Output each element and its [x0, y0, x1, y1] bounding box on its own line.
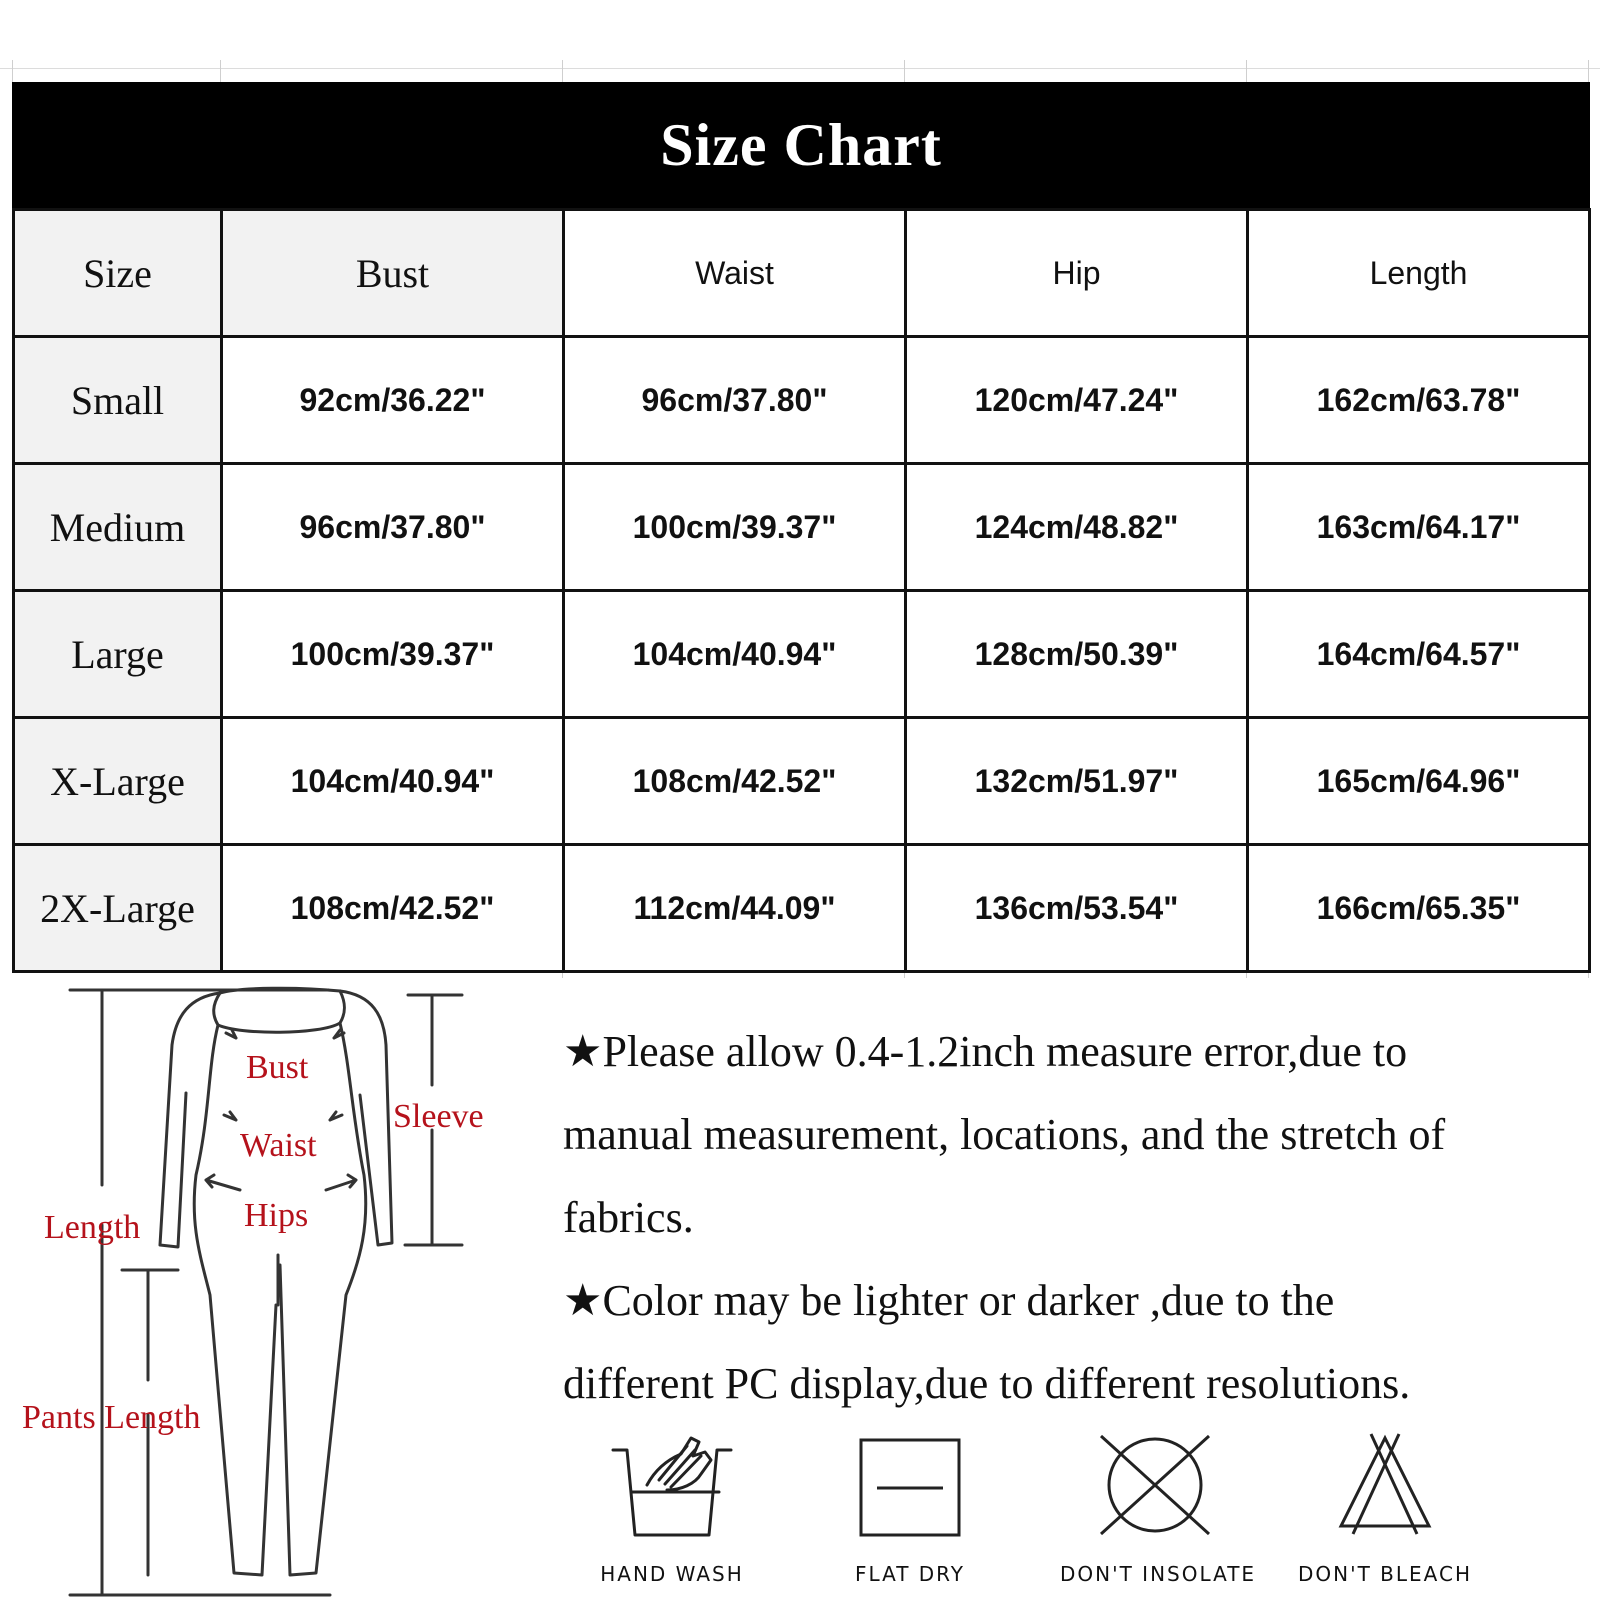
care-item-dont-bleach — [1295, 1430, 1475, 1586]
bust-cell: 108cm/42.52" — [222, 845, 564, 972]
grid-line — [1588, 60, 1589, 82]
note-line: ★Color may be lighter or darker ,due to the — [563, 1276, 1335, 1325]
length-cell: 164cm/64.57" — [1248, 591, 1590, 718]
measurement-notes — [563, 1010, 1573, 1425]
grid-line — [1246, 60, 1247, 82]
hips-label: Hips — [244, 1197, 309, 1234]
hip-cell: 124cm/48.82" — [906, 464, 1248, 591]
length-cell: 166cm/65.35" — [1248, 845, 1590, 972]
bust-label: Bust — [246, 1049, 309, 1086]
header-size: Size — [14, 210, 222, 337]
care-item-hand-wash — [592, 1430, 752, 1586]
size-cell: 2X-Large — [14, 845, 222, 972]
bust-cell: 92cm/36.22" — [222, 337, 564, 464]
waist-label: Waist — [240, 1127, 317, 1164]
pants-length-label: Pants Length — [22, 1399, 201, 1436]
grid-line — [562, 60, 563, 82]
sleeve-label: Sleeve — [393, 1098, 484, 1135]
note-line: fabrics. — [563, 1193, 694, 1242]
title-bar — [12, 82, 1590, 208]
bust-cell: 96cm/37.80" — [222, 464, 564, 591]
size-chart-table — [12, 208, 1591, 973]
header-waist: Waist — [564, 210, 906, 337]
length-label: Length — [44, 1209, 141, 1246]
waist-cell: 112cm/44.09" — [564, 845, 906, 972]
bust-cell: 100cm/39.37" — [222, 591, 564, 718]
waist-cell: 108cm/42.52" — [564, 718, 906, 845]
hip-cell: 136cm/53.54" — [906, 845, 1248, 972]
page-title: Size Chart — [660, 111, 942, 178]
table-row — [14, 337, 1590, 464]
size-cell: Small — [14, 337, 222, 464]
table-row — [14, 591, 1590, 718]
size-cell: X-Large — [14, 718, 222, 845]
care-label: DON'T INSOLATE — [1060, 1562, 1257, 1586]
waist-cell: 100cm/39.37" — [564, 464, 906, 591]
measurement-figure — [0, 975, 520, 1600]
note-line: manual measurement, locations, and the stretch of — [563, 1110, 1446, 1159]
table-row — [14, 845, 1590, 972]
table-row — [14, 718, 1590, 845]
care-label: DON'T BLEACH — [1297, 1562, 1472, 1586]
hip-cell: 132cm/51.97" — [906, 718, 1248, 845]
care-item-dont-insolate — [1060, 1430, 1257, 1586]
size-cell: Medium — [14, 464, 222, 591]
header-bust: Bust — [222, 210, 564, 337]
grid-line — [0, 68, 1600, 69]
length-cell: 165cm/64.96" — [1248, 718, 1590, 845]
dont-tumble-dry-icon — [1095, 1430, 1215, 1540]
table-row — [14, 464, 1590, 591]
waist-cell: 104cm/40.94" — [564, 591, 906, 718]
header-length: Length — [1248, 210, 1590, 337]
length-cell: 163cm/64.17" — [1248, 464, 1590, 591]
grid-line — [12, 60, 13, 82]
length-cell: 162cm/63.78" — [1248, 337, 1590, 464]
care-label: HAND WASH — [600, 1562, 744, 1586]
hand-wash-icon — [607, 1430, 737, 1540]
hip-cell: 128cm/50.39" — [906, 591, 1248, 718]
hip-cell: 120cm/47.24" — [906, 337, 1248, 464]
note-line: ★Please allow 0.4-1.2inch measure error,due to — [563, 1027, 1408, 1076]
bust-cell: 104cm/40.94" — [222, 718, 564, 845]
grid-line — [220, 60, 221, 82]
grid-line — [904, 60, 905, 82]
care-label: FLAT DRY — [854, 1562, 966, 1586]
table-header-row — [14, 210, 1590, 337]
size-cell: Large — [14, 591, 222, 718]
waist-cell: 96cm/37.80" — [564, 337, 906, 464]
flat-dry-icon — [855, 1430, 965, 1540]
dont-bleach-icon — [1335, 1430, 1435, 1540]
header-hip: Hip — [906, 210, 1248, 337]
note-line: different PC display,due to different resolutions. — [563, 1359, 1411, 1408]
care-item-flat-dry — [830, 1430, 990, 1586]
